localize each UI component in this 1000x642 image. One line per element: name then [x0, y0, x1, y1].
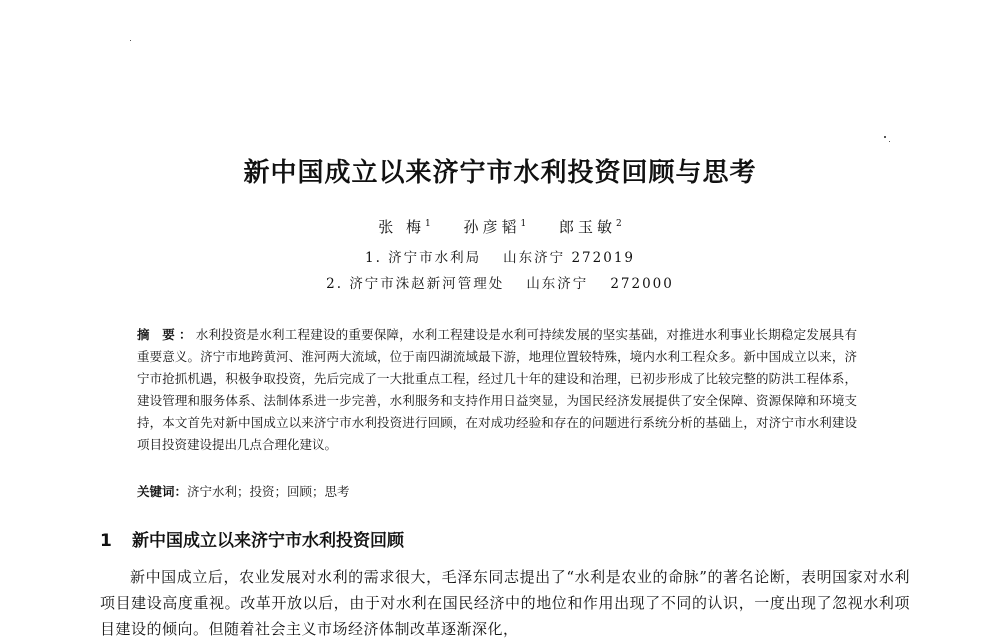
- abstract-text: 水利投资是水利工程建设的重要保障，水利工程建设是水利可持续发展的坚实基础，对推进水利事业长期稳定发展具有重要意义。济宁市地跨黄河、淮河两大流域，位于南四湖流域最下游，地理位置较特殊，境内水利工程众多。新中国成立以来，济宁市抢抓机遇，积极争取投资，先后完成了一大批重点工程，经过几十年的建设和治理，已初步形成了比较完整的防洪工程体系，建设管理和服务体系、法制体系进一步完善，水利服务和支持作用日益突显，为国民经济发展提供了安全保障、资源保障和环境支持，本文首先对新中国成立以来济宁市水利投资进行回顾，在对成功经验和存在的问题进行系统分析的基础上，对济宁市水利建设项目投资建设提出几点合理化建议。: [137, 327, 857, 452]
- abstract: [137, 324, 857, 456]
- affiliation-place: 山东济宁: [526, 276, 589, 292]
- author-1: [378, 216, 431, 237]
- author-name: 张 梅: [378, 218, 425, 236]
- section-heading: [100, 526, 404, 551]
- keywords: [137, 482, 857, 500]
- affiliation-1: [0, 246, 1000, 266]
- keywords-text: 济宁水利；投资；回顾；思考: [187, 484, 350, 499]
- abstract-label: 摘 要：: [137, 327, 196, 342]
- body-paragraph: 新中国成立后，农业发展对水利的需求很大，毛泽东同志提出了“水利是农业的命脉”的著名论断，表明国家对水利项目建设高度重视。改革开放以后，由于对水利在国民经济中的地位和作用出现了不同的认识，一度出现了忽视水利项目建设的倾向。但随着社会主义市场经济体制改革逐渐深化，: [100, 568, 910, 638]
- affiliation-zip: 272000: [610, 276, 674, 292]
- section-number: 1: [100, 531, 112, 551]
- author-affil-mark: 1: [520, 219, 527, 229]
- author-affil-mark: 1: [424, 219, 431, 229]
- author-2: [464, 216, 527, 237]
- paper-title: 新中国成立以来济宁市水利投资回顾与思考: [243, 158, 757, 188]
- scan-speck: [889, 141, 890, 142]
- affiliation-number: 2.: [326, 276, 344, 292]
- author-name: 孙彦韬: [463, 218, 521, 236]
- author-3: [559, 216, 622, 237]
- keywords-label: 关键词：: [137, 484, 188, 499]
- affiliation-2: [0, 272, 1000, 292]
- scan-speck: [884, 136, 886, 138]
- affiliation-zip: 272019: [571, 250, 636, 266]
- section-title: 新中国成立以来济宁市水利投资回顾: [132, 531, 404, 551]
- author-affil-mark: 2: [616, 219, 622, 229]
- affiliation-org: 济宁市水利局: [388, 250, 482, 266]
- scan-speck: [130, 40, 131, 41]
- affiliation-number: 1.: [364, 250, 382, 266]
- author-list: [0, 216, 1000, 237]
- author-name: 郎玉敏: [559, 218, 617, 236]
- affiliation-org: 济宁市洙赵新河管理处: [349, 276, 505, 292]
- affiliation-place: 山东济宁: [503, 250, 566, 266]
